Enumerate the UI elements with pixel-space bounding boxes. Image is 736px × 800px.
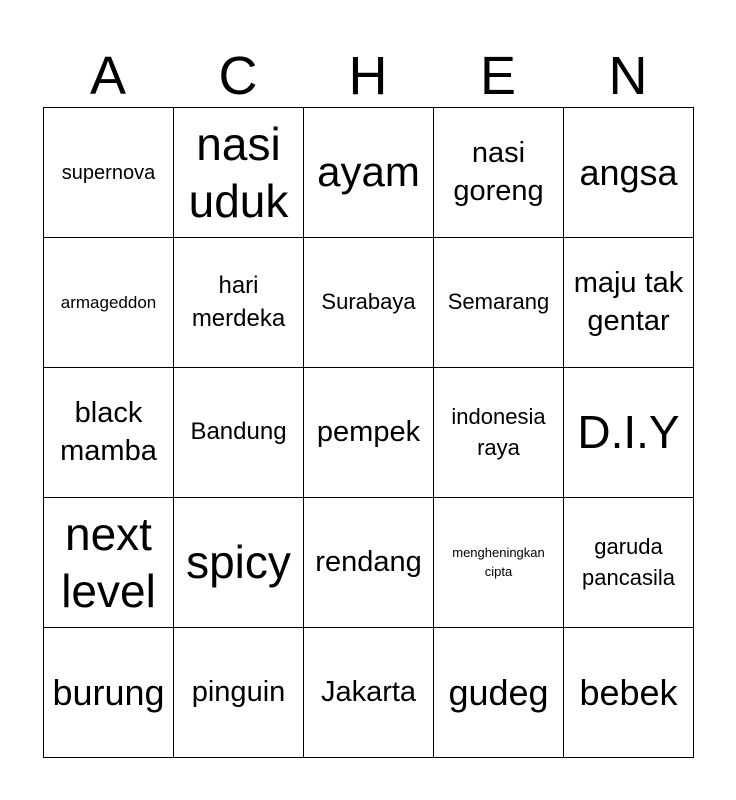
- cell-text: supernova: [61, 161, 156, 184]
- bingo-cell[interactable]: [174, 368, 304, 498]
- cell-text: ayam: [317, 148, 420, 196]
- cell-text: Semarang: [447, 289, 550, 315]
- cell-text: armageddon: [60, 292, 157, 312]
- bingo-cell[interactable]: [304, 368, 434, 498]
- bingo-cell[interactable]: [304, 628, 434, 758]
- bingo-cell[interactable]: [564, 238, 694, 368]
- cell-text: hari merdeka: [191, 272, 286, 332]
- bingo-card-grid: [43, 107, 694, 758]
- bingo-cell[interactable]: [434, 238, 564, 368]
- cell-text: nasi uduk: [188, 118, 289, 227]
- bingo-cell[interactable]: [44, 368, 174, 498]
- bingo-cell[interactable]: [44, 628, 174, 758]
- bingo-cell[interactable]: [44, 498, 174, 628]
- bingo-cell[interactable]: [44, 108, 174, 238]
- cell-text: burung: [52, 671, 165, 713]
- cell-text: next level: [61, 508, 156, 617]
- cell-text: mengheningkan cipta: [452, 545, 545, 579]
- cell-text: pempek: [316, 415, 421, 448]
- cell-text: nasi goreng: [453, 136, 544, 207]
- header-letter-n: N: [608, 46, 648, 106]
- header-letter-a: A: [89, 46, 127, 106]
- cell-text: bebek: [579, 671, 678, 713]
- cell-text: angsa: [579, 151, 678, 193]
- bingo-cell[interactable]: [564, 498, 694, 628]
- cell-text: Bandung: [190, 418, 287, 446]
- bingo-cell[interactable]: [434, 368, 564, 498]
- cell-text: black mamba: [60, 396, 157, 467]
- header-letter-e: E: [479, 46, 517, 106]
- bingo-cell[interactable]: [174, 628, 304, 758]
- cell-text: Surabaya: [321, 289, 416, 315]
- bingo-cell[interactable]: [44, 238, 174, 368]
- bingo-cell[interactable]: [304, 498, 434, 628]
- bingo-cell[interactable]: [304, 108, 434, 238]
- cell-text: spicy: [186, 536, 291, 589]
- cell-text: gudeg: [448, 671, 549, 713]
- bingo-cell[interactable]: [564, 368, 694, 498]
- bingo-cell[interactable]: [434, 628, 564, 758]
- cell-text: pinguin: [191, 675, 286, 708]
- bingo-cell[interactable]: [174, 238, 304, 368]
- bingo-cell[interactable]: [304, 238, 434, 368]
- bingo-cell[interactable]: [434, 498, 564, 628]
- bingo-cell[interactable]: [564, 108, 694, 238]
- bingo-cell[interactable]: [174, 498, 304, 628]
- bingo-cell[interactable]: [564, 628, 694, 758]
- cell-text: Jakarta: [320, 675, 417, 708]
- bingo-header: [43, 40, 693, 108]
- bingo-cell[interactable]: [174, 108, 304, 238]
- bingo-cell[interactable]: [434, 108, 564, 238]
- cell-text: indonesia raya: [451, 403, 546, 460]
- cell-text: maju tak gentar: [573, 266, 684, 337]
- header-letter-c: C: [218, 46, 258, 106]
- header-letter-h: H: [348, 46, 388, 106]
- cell-text: rendang: [315, 545, 422, 578]
- cell-text: garuda pancasila: [582, 533, 675, 590]
- cell-text: D.I.Y: [577, 406, 680, 459]
